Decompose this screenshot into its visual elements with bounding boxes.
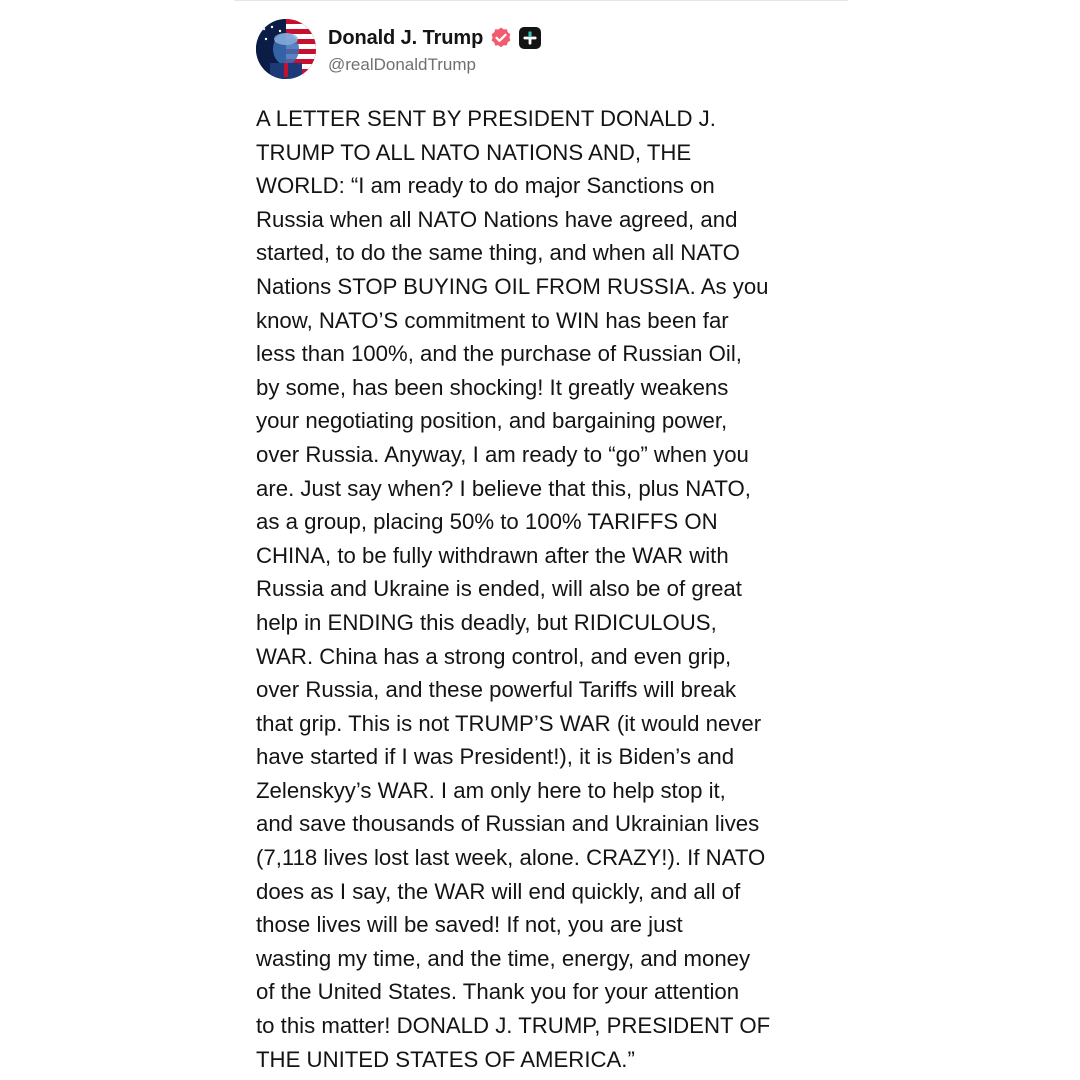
avatar[interactable] — [256, 19, 316, 79]
author-handle[interactable]: @realDonaldTrump — [328, 55, 476, 74]
post-header — [256, 18, 856, 80]
post-body-text: A LETTER SENT BY PRESIDENT DONALD J. TRUMP TO ALL NATO NATIONS AND, THE WORLD: “I am ready to do major Sanctions on Russia when all NATO Nations have agreed, and started, to do the same thing, and when all NATO Nations STOP BUYING OIL FROM RUSSIA. As you know, NATO’S commitment to WIN has been far less than 100%, and the purchase of Russian Oil, by some, has been shocking! It greatly weakens your negotiating position, and bargaining power, over Russia. Anyway, I am ready to “go” when you are. Just say when? I believe that this, plus NATO, as a group, placing 50% to 100% TARIFFS ON CHINA, to be fully withdrawn after the WAR with Russia and Ukraine is ended, will also be of great help in ENDING this deadly, but RIDICULOUS, WAR. China has a strong control, and even grip, over Russia, and these powerful Tariffs will break that grip. This is not TRUMP’S WAR (it would never have started if I was President!), it is Biden’s and Zelenskyy’s WAR. I am only here to help stop it, and save thousands of Russian and Ukrainian lives (7,118 lives lost last week, alone. CRAZY!). If NATO does as I say, the WAR will end quickly, and all of those lives will be saved! If not, you are just wasting my time, and the time, energy, and money of the United States. Thank you for your attention to this matter! DONALD J. TRUMP, PRESIDENT OF THE UNITED STATES OF AMERICA.” — [256, 106, 771, 1072]
top-divider — [234, 0, 848, 1]
author-display-name[interactable]: Donald J. Trump — [328, 26, 484, 49]
post-card — [256, 18, 856, 1076]
author-identity — [328, 23, 541, 75]
plus-badge-icon — [519, 27, 541, 49]
avatar-image — [256, 19, 316, 79]
name-row — [328, 23, 541, 53]
verified-icon — [489, 26, 513, 50]
